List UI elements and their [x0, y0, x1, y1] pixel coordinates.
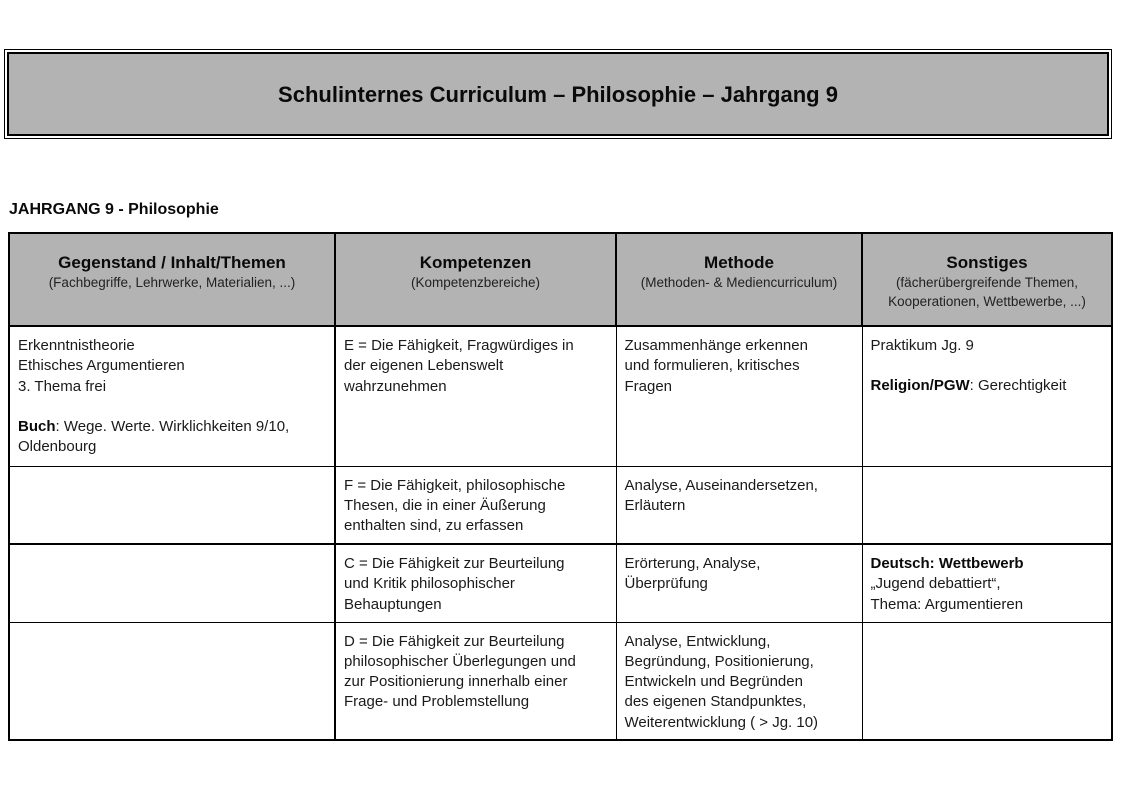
text-line: Weiterentwicklung ( > Jg. 10) [624, 713, 819, 731]
text-line: Analyse, Auseinandersetzen, [624, 476, 818, 494]
text-line: Überprüfung [624, 575, 708, 593]
cell-kompetenz [335, 466, 616, 544]
topic-item: 3. Thema frei [18, 377, 107, 395]
text-line: Zusammenhänge erkennen [624, 337, 808, 354]
header-sonstiges [862, 233, 1112, 326]
book-label: Buch [18, 417, 56, 435]
subject-label: Deutsch: Wettbewerb [870, 555, 1024, 572]
header-title: Sonstiges [946, 253, 1028, 272]
curriculum-table [8, 232, 1113, 741]
text-line: Begründung, Positionierung, [624, 652, 814, 670]
header-title: Gegenstand / Inhalt/Themen [58, 253, 286, 272]
table-header-row [9, 233, 1112, 326]
text-line: C = Die Fähigkeit zur Beurteilung [344, 555, 565, 572]
text-line: Fragen [624, 377, 673, 395]
text-line: D = Die Fähigkeit zur Beurteilung [344, 632, 565, 650]
cross-subject-note [871, 376, 1104, 396]
header-title: Kompetenzen [419, 253, 532, 272]
text-line: philosophischer Überlegungen und [344, 652, 576, 670]
text-line: Erörterung, Analyse, [624, 555, 761, 572]
header-subtitle: (Fachbegriffe, Lehrwerke, Materialien, ...) [48, 275, 296, 290]
cell-kompetenz [335, 544, 616, 622]
cell-inhalt [9, 544, 335, 622]
text-line: Erläutern [624, 496, 686, 514]
text-line: Praktikum Jg. 9 [870, 337, 974, 354]
cell-sonstiges [862, 622, 1112, 740]
subject-topic: : Gerechtigkeit [969, 377, 1067, 395]
table-row [9, 544, 1112, 622]
header-methode [616, 233, 862, 326]
cell-kompetenz [335, 326, 616, 466]
cell-sonstiges [862, 544, 1112, 622]
header-subtitle: (fächerübergreifende Themen, [895, 275, 1079, 290]
table-row [9, 466, 1112, 544]
text-line: und Kritik philosophischer [344, 575, 515, 593]
text-line: Thesen, die in einer Äußerung [344, 496, 546, 514]
book-reference [18, 417, 326, 437]
title-banner [7, 52, 1109, 136]
table-row [9, 326, 1112, 466]
header-gegenstand [9, 233, 335, 326]
spacer [871, 356, 1104, 376]
book-title: : Wege. Werte. Wirklichkeiten 9/10, [55, 417, 290, 435]
header-subtitle: Kooperationen, Wettbewerbe, ...) [888, 294, 1086, 309]
header-kompetenzen [335, 233, 616, 326]
title-box [4, 49, 1112, 139]
text-line: enthalten sind, zu erfassen [344, 517, 524, 535]
spacer [18, 397, 326, 417]
cell-inhalt [9, 326, 335, 466]
header-subtitle: (Kompetenzbereiche) [410, 275, 541, 290]
table-row [9, 622, 1112, 740]
cell-methode [616, 544, 862, 622]
cell-methode [616, 326, 862, 466]
text-line: Entwickeln und Begründen [624, 673, 803, 691]
text-line: „Jugend debattiert“, [870, 575, 1001, 593]
text-line: Analyse, Entwicklung, [624, 632, 771, 650]
text-line: Frage- und Problemstellung [344, 693, 530, 711]
cell-kompetenz [335, 622, 616, 740]
cell-methode [616, 622, 862, 740]
text-line: wahrzunehmen [344, 377, 447, 395]
cell-sonstiges [862, 326, 1112, 466]
header-title: Methode [704, 253, 774, 272]
text-line: des eigenen Standpunktes, [624, 693, 807, 711]
cell-methode [616, 466, 862, 544]
subject-label: Religion/PGW [870, 377, 970, 395]
section-heading: JAHRGANG 9 - Philosophie [9, 201, 219, 218]
topic-item: Ethisches Argumentieren [18, 357, 185, 375]
text-line: Behauptungen [344, 595, 442, 613]
header-subtitle: (Methoden- & Mediencurriculum) [640, 275, 838, 290]
text-line: Thema: Argumentieren [870, 595, 1024, 613]
cell-inhalt [9, 622, 335, 740]
cell-inhalt [9, 466, 335, 544]
text-line: zur Positionierung innerhalb einer [344, 673, 568, 691]
document-title: Schulinternes Curriculum – Philosophie – Jahrgang 9 [278, 82, 838, 107]
book-publisher: Oldenbourg [18, 438, 97, 456]
text-line: F = Die Fähigkeit, philosophische [344, 476, 566, 494]
topic-item: Erkenntnistheorie [18, 337, 135, 354]
text-line: und formulieren, kritisches [624, 357, 800, 375]
text-line: E = Die Fähigkeit, Fragwürdiges in [344, 337, 574, 354]
cell-sonstiges [862, 466, 1112, 544]
competition-label [871, 554, 1104, 574]
text-line: der eigenen Lebenswelt [344, 357, 504, 375]
